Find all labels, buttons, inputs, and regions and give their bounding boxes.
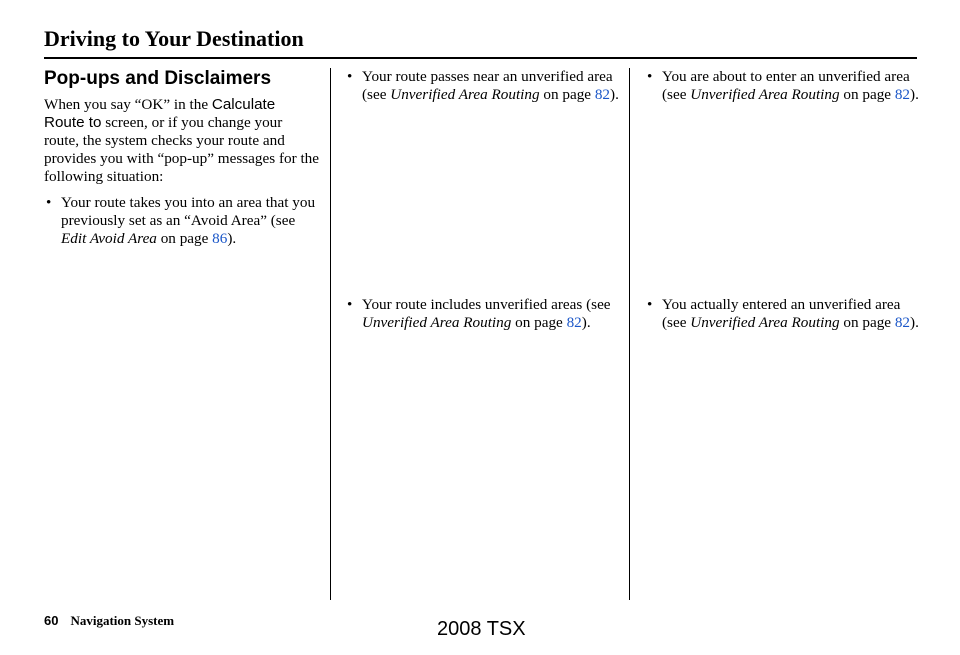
page-link[interactable]: 82	[566, 314, 582, 331]
footer-label: Navigation System	[70, 613, 175, 628]
list-item-text: ).	[581, 314, 591, 331]
list-item-text: on page	[156, 230, 213, 247]
column-divider	[629, 68, 630, 600]
intro-text: When you say “OK” in the	[44, 96, 212, 113]
list-item-text: ).	[227, 230, 237, 247]
intro-text: screen, or if you change your route, the system checks your route and provides you with “pop-up” messages for the following situation:	[44, 114, 319, 185]
column-middle	[345, 68, 620, 104]
intro-paragraph	[44, 96, 319, 186]
list-item-text: on page	[539, 86, 595, 103]
list-item-text: ).	[610, 86, 619, 103]
list-item-text: Your route takes you into an area that you previously set as an “Avoid Area” (see	[61, 194, 316, 229]
page-link[interactable]: 82	[894, 314, 911, 331]
column-right	[645, 68, 920, 104]
bullet-icon: •	[46, 194, 52, 211]
bullet-icon: •	[647, 296, 653, 313]
model-watermark: 2008 TSX	[437, 618, 526, 640]
page-number: 60	[44, 613, 59, 628]
column-divider	[330, 68, 331, 600]
cross-reference: Unverified Area Routing	[390, 86, 540, 103]
cross-reference: Unverified Area Routing	[690, 314, 840, 331]
screen-name: Calculate Route to	[44, 96, 276, 131]
list-item-text: on page	[839, 86, 895, 103]
page-title: Driving to Your Destination	[44, 26, 304, 51]
bullet-icon: •	[347, 68, 353, 85]
bullet-icon: •	[347, 296, 353, 313]
cross-reference: Unverified Area Routing	[362, 314, 512, 331]
list-item	[44, 194, 319, 248]
column-right-lower	[645, 296, 920, 332]
bullet-icon: •	[647, 68, 653, 85]
list-item-text: You are about to enter an unverified area (see	[662, 68, 910, 103]
page-link[interactable]: 82	[594, 86, 611, 103]
list-item-text: You actually entered an unverified area (see	[662, 296, 901, 331]
column-middle-lower	[345, 296, 620, 332]
list-item-text: Your route includes unverified areas (see	[362, 296, 611, 313]
list-item	[645, 68, 920, 104]
list-item-text: on page	[511, 314, 567, 331]
list-item	[345, 296, 620, 332]
list-item-text: on page	[839, 314, 895, 331]
list-item	[345, 68, 620, 104]
list-item-text: ).	[910, 314, 919, 331]
section-heading: Pop-ups and Disclaimers	[44, 68, 272, 89]
page-link[interactable]: 86	[212, 230, 228, 247]
header-divider	[44, 57, 917, 59]
column-left	[44, 68, 319, 248]
list-item	[645, 296, 920, 332]
cross-reference: Edit Avoid Area	[61, 230, 157, 247]
cross-reference: Unverified Area Routing	[690, 86, 840, 103]
page-link[interactable]: 82	[894, 86, 911, 103]
page-footer	[44, 613, 174, 629]
list-item-text: Your route passes near an unverified area (see	[362, 68, 613, 103]
list-item-text: ).	[910, 86, 919, 103]
